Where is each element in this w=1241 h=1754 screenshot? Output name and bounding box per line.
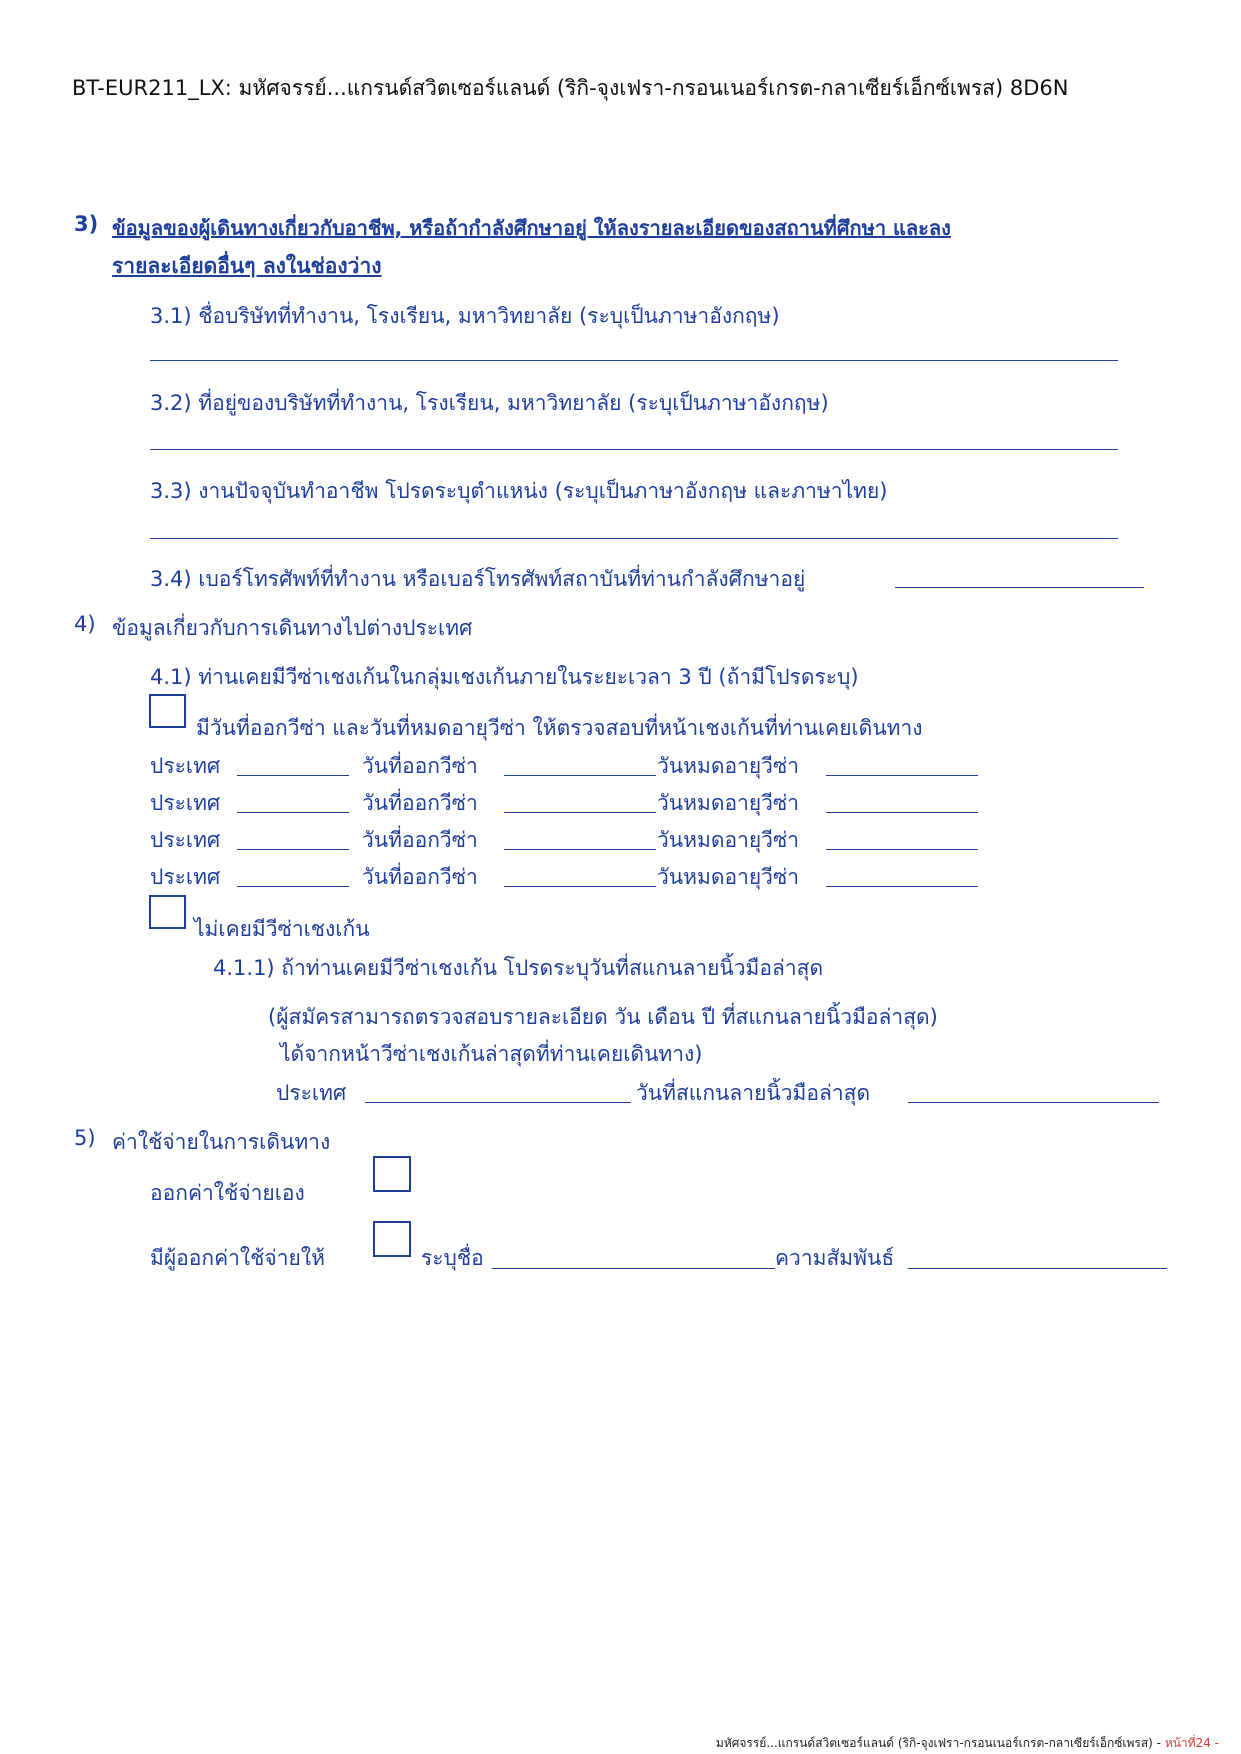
sponsor-label: มีผู้ออกค่าใช้จ่ายให้ [150, 1246, 325, 1270]
footer-page-number: หน้าที่24 - [1164, 1736, 1219, 1750]
page-footer [716, 1734, 1219, 1753]
fingerprint-note-line2: ได้จากหน้าวีซ่าเชงเก้นล่าสุดที่ท่านเคยเดินทาง) [280, 1042, 703, 1066]
option-no-schengen-visa-label: ไม่เคยมีวีซ่าเชงเก้น [194, 917, 370, 941]
row-4-expire-line[interactable] [826, 886, 978, 887]
row-1-country-label: ประเทศ [150, 754, 221, 778]
row-4-country-line[interactable] [237, 886, 349, 887]
checkbox-has-schengen-visa[interactable] [149, 694, 186, 728]
checkbox-self-pay[interactable] [373, 1156, 411, 1192]
sponsor-relation-line[interactable] [908, 1268, 1167, 1269]
section-4-heading: ข้อมูลเกี่ยวกับการเดินทางไปต่างประเทศ [112, 616, 473, 640]
row-2-expire-label: วันหมดอายุวีซ่า [657, 791, 800, 815]
row-1-issue-label: วันที่ออกวีซ่า [362, 754, 478, 778]
sponsor-name-line[interactable] [492, 1268, 775, 1269]
row-4-expire-label: วันหมดอายุวีซ่า [657, 865, 800, 889]
row-1-expire-line[interactable] [826, 775, 978, 776]
row-4-issue-line[interactable] [504, 886, 656, 887]
fingerprint-country-label: ประเทศ [276, 1081, 347, 1105]
answer-line-3-1[interactable] [150, 360, 1118, 361]
row-1-country-line[interactable] [237, 775, 349, 776]
row-4-issue-label: วันที่ออกวีซ่า [362, 865, 478, 889]
question-3-4-label: 3.4) เบอร์โทรศัพท์ที่ทำงาน หรือเบอร์โทรศัพท์สถาบันที่ท่านกำลังศึกษาอยู่ [150, 567, 806, 591]
question-3-2-label: 3.2) ที่อยู่ของบริษัทที่ทำงาน, โรงเรียน, มหาวิทยาลัย (ระบุเป็นภาษาอังกฤษ) [150, 391, 829, 415]
row-3-country-line[interactable] [237, 849, 349, 850]
option-has-schengen-visa-label: มีวันที่ออกวีซ่า และวันที่หมดอายุวีซ่า ให้ตรวจสอบที่หน้าเชงเก้นที่ท่านเคยเดินทาง [196, 716, 923, 740]
fingerprint-date-line[interactable] [908, 1102, 1159, 1103]
row-1-issue-line[interactable] [504, 775, 656, 776]
row-3-issue-label: วันที่ออกวีซ่า [362, 828, 478, 852]
section-4-number: 4) [74, 612, 96, 636]
fingerprint-note-line1: (ผู้สมัครสามารถตรวจสอบรายละเอียด วัน เดือน ปี ที่สแกนลายนิ้วมือล่าสุด) [268, 1005, 938, 1029]
row-2-country-label: ประเทศ [150, 791, 221, 815]
row-2-expire-line[interactable] [826, 812, 978, 813]
answer-line-3-2[interactable] [150, 449, 1118, 450]
fingerprint-country-line[interactable] [365, 1102, 631, 1103]
answer-line-3-3[interactable] [150, 538, 1118, 539]
question-3-3-label: 3.3) งานปัจจุบันทำอาชีพ โปรดระบุตำแหน่ง (ระบุเป็นภาษาอังกฤษ และภาษาไทย) [150, 479, 888, 503]
section-3-heading-line1: ข้อมูลของผู้เดินทางเกี่ยวกับอาชีพ, หรือถ้ากำลังศึกษาอยู่ ให้ลงรายละเอียดของสถานที่ศึกษา และลง [112, 216, 951, 240]
row-2-country-line[interactable] [237, 812, 349, 813]
section-5-number: 5) [74, 1126, 96, 1150]
checkbox-sponsor[interactable] [373, 1221, 411, 1257]
row-3-issue-line[interactable] [504, 849, 656, 850]
row-2-issue-line[interactable] [504, 812, 656, 813]
section-3-number: 3) [74, 212, 99, 236]
answer-line-3-4[interactable] [895, 587, 1144, 588]
row-3-expire-line[interactable] [826, 849, 978, 850]
checkbox-no-schengen-visa[interactable] [149, 895, 186, 929]
section-5-heading: ค่าใช้จ่ายในการเดินทาง [112, 1130, 331, 1154]
sponsor-name-label: ระบุชื่อ [421, 1246, 484, 1270]
page-header-title: BT-EUR211_LX: มหัศจรรย์...แกรนด์สวิตเซอร์แลนด์ (ริกิ-จุงเฟรา-กรอนเนอร์เกรต-กลาเซียร์เอ็กซ์เพรส) 8D6N [72, 76, 1069, 100]
question-4-1-label: 4.1) ท่านเคยมีวีซ่าเชงเก้นในกลุ่มเชงเก้นภายในระยะเวลา 3 ปี (ถ้ามีโปรดระบุ) [150, 665, 859, 689]
row-4-country-label: ประเทศ [150, 865, 221, 889]
section-3-heading-line2: รายละเอียดอื่นๆ ลงในช่องว่าง [112, 254, 382, 278]
row-2-issue-label: วันที่ออกวีซ่า [362, 791, 478, 815]
row-3-expire-label: วันหมดอายุวีซ่า [657, 828, 800, 852]
row-1-expire-label: วันหมดอายุวีซ่า [657, 754, 800, 778]
self-pay-label: ออกค่าใช้จ่ายเอง [150, 1181, 305, 1205]
question-4-1-1-label: 4.1.1) ถ้าท่านเคยมีวีซ่าเชงเก้น โปรดระบุวันที่สแกนลายนิ้วมือล่าสุด [213, 956, 824, 980]
fingerprint-date-label: วันที่สแกนลายนิ้วมือล่าสุด [636, 1081, 871, 1105]
footer-text: มหัศจรรย์...แกรนด์สวิตเซอร์แลนด์ (ริกิ-จุงเฟรา-กรอนเนอร์เกรต-กลาเซียร์เอ็กซ์เพรส) - [715, 1736, 1165, 1750]
row-3-country-label: ประเทศ [150, 828, 221, 852]
question-3-1-label: 3.1) ชื่อบริษัทที่ทำงาน, โรงเรียน, มหาวิทยาลัย (ระบุเป็นภาษาอังกฤษ) [150, 304, 780, 328]
sponsor-relation-label: ความสัมพันธ์ [775, 1246, 895, 1270]
